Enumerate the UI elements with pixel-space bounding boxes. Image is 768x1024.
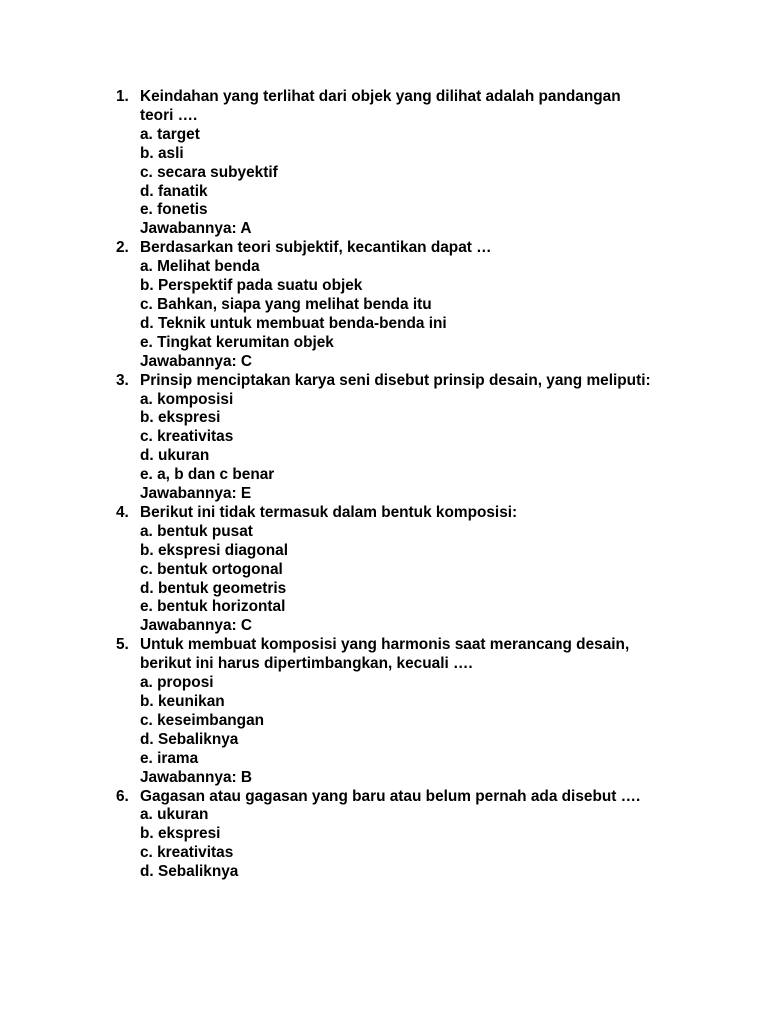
answer-text: Jawabannya: E: [140, 485, 252, 503]
option-item: b. keunikan: [140, 693, 225, 710]
option-item: a. komposisi: [140, 390, 234, 408]
quiz-list: [116, 88, 656, 882]
answer-text: Jawabannya: B: [140, 768, 253, 786]
option-item: c. Bahkan, siapa yang melihat benda itu: [140, 295, 432, 313]
option-item: d. Sebaliknya: [140, 863, 239, 881]
answer-text: Jawabannya: A: [140, 220, 252, 238]
option-item: c. kreativitas: [140, 428, 234, 446]
question-item: [116, 88, 656, 239]
option-item: e. fonetis: [140, 201, 208, 219]
question-text: Berikut ini tidak termasuk dalam bentuk komposisi:: [140, 503, 518, 521]
question-text: Gagasan atau gagasan yang baru atau belum pernah ada disebut ….: [140, 787, 641, 805]
option-item: d. Sebaliknya: [140, 730, 239, 748]
question-item: [116, 239, 656, 371]
option-item: b. ekspresi diagonal: [140, 541, 288, 559]
option-list: [140, 523, 656, 618]
option-item: d. ukuran: [140, 447, 210, 465]
option-list: [140, 391, 656, 486]
question-item: [116, 636, 656, 787]
option-item: d. bentuk geometris: [140, 579, 287, 597]
option-item: e. a, b dan c benar: [140, 466, 275, 484]
option-item: d. fanatik: [140, 182, 208, 200]
option-list: [140, 126, 656, 221]
question-number: 5.: [116, 636, 129, 654]
option-item: e. bentuk horizontal: [140, 598, 286, 616]
question-text: Keindahan yang terlihat dari objek yang dilihat adalah pandangan teori ….: [140, 88, 621, 124]
option-item: a. target: [140, 125, 200, 143]
question-item: [116, 504, 656, 636]
question-number: 4.: [116, 503, 129, 521]
option-item: b. ekspresi: [140, 409, 221, 427]
option-item: b. Perspektif pada suatu objek: [140, 277, 363, 295]
question-item: [116, 372, 656, 504]
option-item: e. irama: [140, 749, 199, 767]
option-item: d. Teknik untuk membuat benda-benda ini: [140, 314, 447, 332]
option-item: a. Melihat benda: [140, 258, 260, 276]
option-item: e. Tingkat kerumitan objek: [140, 333, 334, 351]
option-item: c. bentuk ortogonal: [140, 560, 283, 578]
answer-text: Jawabannya: C: [140, 352, 253, 370]
question-text: Prinsip menciptakan karya seni disebut prinsip desain, yang meliputi:: [140, 371, 651, 389]
option-item: a. proposi: [140, 674, 214, 692]
question-number: 3.: [116, 371, 129, 389]
option-list: [140, 806, 656, 882]
option-item: c. kreativitas: [140, 844, 234, 862]
option-item: a. ukuran: [140, 806, 209, 824]
question-text: Untuk membuat komposisi yang harmonis saat merancang desain, berikut ini harus dipertimbangkan, kecuali ….: [140, 636, 630, 673]
question-number: 6.: [116, 787, 129, 805]
question-item: [116, 788, 656, 883]
option-list: [140, 258, 656, 353]
answer-text: Jawabannya: C: [140, 617, 253, 635]
question-text: Berdasarkan teori subjektif, kecantikan dapat …: [140, 239, 492, 257]
option-item: c. keseimbangan: [140, 711, 265, 729]
option-item: b. ekspresi: [140, 825, 221, 843]
question-number: 1.: [116, 88, 129, 105]
option-item: b. asli: [140, 144, 184, 162]
question-number: 2.: [116, 239, 129, 257]
option-item: a. bentuk pusat: [140, 522, 253, 540]
option-item: c. secara subyektif: [140, 163, 278, 181]
option-list: [140, 674, 656, 769]
